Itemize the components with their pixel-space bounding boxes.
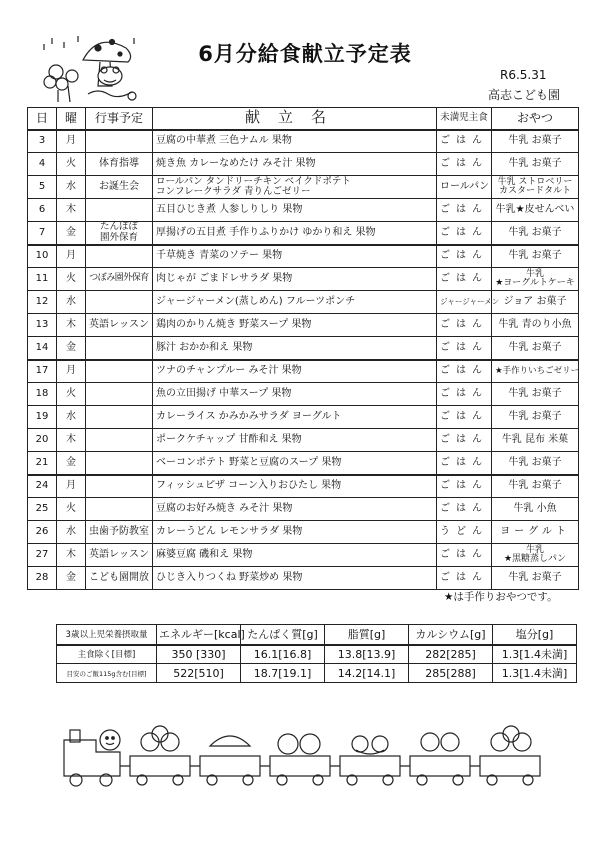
menu-cell: ひじき入りつくね 野菜炒め 果物 — [153, 567, 437, 590]
menu-cell: 魚の立田揚げ 中華スープ 果物 — [153, 383, 437, 406]
table-row — [28, 222, 579, 245]
nutrition-value: 522[510] — [157, 664, 241, 683]
day-cell: 19 — [28, 406, 57, 429]
col-event-header: 行事予定 — [86, 108, 153, 130]
event-line-1: たんぽぽ — [99, 221, 138, 233]
staple-cell: ごはん — [437, 567, 492, 590]
table-row — [28, 337, 579, 360]
event-cell — [86, 406, 153, 429]
day-cell: 18 — [28, 383, 57, 406]
nutrition-row — [57, 645, 577, 664]
day-cell: 27 — [28, 544, 57, 567]
table-row — [28, 452, 579, 475]
snack-cell — [492, 268, 579, 291]
staple-cell: ごはん — [437, 383, 492, 406]
menu-cell: 豆腐の中華煮 三色ナムル 果物 — [153, 130, 437, 153]
staple-cell: ごはん — [437, 268, 492, 291]
col-menu-header: 献立名 — [153, 108, 437, 130]
menu-line-2: コンフレークサラダ 青りんごゼリー — [156, 186, 311, 197]
day-cell: 20 — [28, 429, 57, 452]
nutrition-header-fat: 脂質[g] — [325, 625, 409, 645]
day-cell: 3 — [28, 130, 57, 153]
day-cell: 24 — [28, 475, 57, 498]
snack-line-2: カスタードタルト — [498, 186, 571, 196]
menu-cell: 鶏肉のかりん焼き 野菜スープ 果物 — [153, 314, 437, 337]
day-cell: 6 — [28, 199, 57, 222]
event-cell: こども園開放 — [86, 567, 153, 590]
weekday-cell: 月 — [57, 360, 86, 383]
weekday-cell: 木 — [57, 199, 86, 222]
nutrition-header-calcium: カルシウム[g] — [409, 625, 493, 645]
issue-date: R6.5.31 — [500, 68, 547, 82]
event-cell — [86, 475, 153, 498]
nutrition-value: 285[288] — [409, 664, 493, 683]
day-cell: 12 — [28, 291, 57, 314]
nutrition-row-label: 主食除く[目標] — [57, 645, 157, 664]
weekday-cell: 水 — [57, 176, 86, 199]
nutrition-table — [56, 624, 577, 683]
nutrition-value: 18.7[19.1] — [241, 664, 325, 683]
weekday-cell: 水 — [57, 406, 86, 429]
staple-cell: ごはん — [437, 406, 492, 429]
staple-cell: ごはん — [437, 314, 492, 337]
table-row — [28, 268, 579, 291]
event-cell — [86, 383, 153, 406]
staple-cell: ロールパン — [437, 176, 492, 199]
menu-cell: フィッシュピザ コーン入りおひたし 果物 — [153, 475, 437, 498]
menu-cell: 焼き魚 カレーなめたけ みそ汁 果物 — [153, 153, 437, 176]
snack-line-1: 牛乳 — [525, 268, 544, 279]
staple-cell: ごはん — [437, 153, 492, 176]
day-cell: 14 — [28, 337, 57, 360]
day-cell: 10 — [28, 245, 57, 268]
menu-cell: 厚揚げの五目煮 手作りふりかけ ゆかり和え 果物 — [153, 222, 437, 245]
weekday-cell: 月 — [57, 475, 86, 498]
menu-cell: ポークケチャップ 甘酢和え 果物 — [153, 429, 437, 452]
event-cell — [86, 337, 153, 360]
snack-cell — [492, 544, 579, 567]
staple-cell: ごはん — [437, 544, 492, 567]
staple-cell: ごはん — [437, 429, 492, 452]
snack-line-1: 牛乳 ストロベリー — [497, 176, 573, 187]
event-cell: 英語レッスン — [86, 314, 153, 337]
menu-cell: ジャージャーメン(蒸しめん) フルーツポンチ — [153, 291, 437, 314]
event-cell: 英語レッスン — [86, 544, 153, 567]
nutrition-value: 350 [330] — [157, 645, 241, 664]
snack-cell: 牛乳 昆布 米菓 — [492, 429, 579, 452]
menu-cell: 肉じゃが ごまドレサラダ 果物 — [153, 268, 437, 291]
nutrition-header-energy: エネルギー[kcal] — [157, 625, 241, 645]
day-cell: 25 — [28, 498, 57, 521]
weekday-cell: 月 — [57, 130, 86, 153]
menu-cell: 麻婆豆腐 磯和え 果物 — [153, 544, 437, 567]
weekday-cell: 金 — [57, 567, 86, 590]
table-row — [28, 475, 579, 498]
menu-cell: 豚汁 おかか和え 果物 — [153, 337, 437, 360]
staple-cell: ごはん — [437, 498, 492, 521]
menu-line-1: ロールパン タンドリーチキン ベイクドポテト — [156, 176, 351, 188]
event-cell — [86, 291, 153, 314]
table-row — [28, 314, 579, 337]
nutrition-header-row — [57, 625, 577, 645]
page-title: 6月分給食献立予定表 — [198, 42, 412, 66]
staple-cell: ごはん — [437, 475, 492, 498]
table-row — [28, 130, 579, 153]
event-cell — [86, 498, 153, 521]
handmade-snack-note: ★は手作りおやつです。 — [444, 591, 558, 603]
table-row — [28, 291, 579, 314]
col-weekday-header: 曜 — [57, 108, 86, 130]
staple-cell: ごはん — [437, 360, 492, 383]
day-cell: 5 — [28, 176, 57, 199]
col-staple-header: 未満児主食 — [437, 108, 492, 130]
snack-cell: 牛乳 お菓子 — [492, 130, 579, 153]
table-row — [28, 498, 579, 521]
event-cell — [86, 452, 153, 475]
snack-cell: 牛乳 お菓子 — [492, 452, 579, 475]
table-row — [28, 176, 579, 199]
col-snack-header: おやつ — [492, 108, 579, 130]
snack-cell: ジョア お菓子 — [492, 291, 579, 314]
snack-cell: 牛乳 お菓子 — [492, 245, 579, 268]
menu-cell: 五目ひじき煮 人参しりしり 果物 — [153, 199, 437, 222]
event-cell: 虫歯予防教室 — [86, 521, 153, 544]
menu-cell — [153, 176, 437, 199]
nutrition-value: 14.2[14.1] — [325, 664, 409, 683]
weekday-cell: 木 — [57, 544, 86, 567]
snack-cell: 牛乳★皮せんべい — [492, 199, 579, 222]
staple-cell: ごはん — [437, 245, 492, 268]
col-day-header: 日 — [28, 108, 57, 130]
menu-cell: ベーコンポテト 野菜と豆腐のスープ 果物 — [153, 452, 437, 475]
menu-cell: カレーライス かみかみサラダ ヨーグルト — [153, 406, 437, 429]
weekday-cell: 火 — [57, 153, 86, 176]
school-name: 高志こども園 — [488, 88, 561, 102]
snack-cell — [492, 176, 579, 199]
weekday-cell: 金 — [57, 337, 86, 360]
nutrition-value: 13.8[13.9] — [325, 645, 409, 664]
day-cell: 17 — [28, 360, 57, 383]
weekday-cell: 金 — [57, 222, 86, 245]
event-cell: つぼみ園外保育 — [86, 268, 153, 291]
nutrition-header-label: 3歳以上児栄養摂取量 — [57, 625, 157, 645]
table-row — [28, 245, 579, 268]
event-cell — [86, 429, 153, 452]
weekday-cell: 金 — [57, 452, 86, 475]
nutrition-row-label: 目安のご飯115g含む[目標] — [57, 664, 157, 683]
snack-cell: 牛乳 青のり小魚 — [492, 314, 579, 337]
staple-cell: うどん — [437, 521, 492, 544]
nutrition-header-salt: 塩分[g] — [493, 625, 577, 645]
snack-cell: ヨーグルト — [492, 521, 579, 544]
event-cell: 体育指導 — [86, 153, 153, 176]
mushroom-frog-illustration — [38, 30, 138, 105]
table-row — [28, 360, 579, 383]
event-cell — [86, 222, 153, 245]
day-cell: 7 — [28, 222, 57, 245]
snack-cell: 牛乳 お菓子 — [492, 475, 579, 498]
weekday-cell: 月 — [57, 245, 86, 268]
snack-cell: 牛乳 お菓子 — [492, 222, 579, 245]
day-cell: 28 — [28, 567, 57, 590]
staple-cell: ごはん — [437, 452, 492, 475]
day-cell: 21 — [28, 452, 57, 475]
event-cell — [86, 245, 153, 268]
train-illustration — [60, 720, 550, 790]
snack-cell: ★手作りいちごゼリー — [492, 360, 579, 383]
weekday-cell: 木 — [57, 314, 86, 337]
snack-cell: 牛乳 お菓子 — [492, 337, 579, 360]
day-cell: 26 — [28, 521, 57, 544]
table-row — [28, 544, 579, 567]
weekday-cell: 木 — [57, 429, 86, 452]
event-cell — [86, 199, 153, 222]
weekday-cell: 水 — [57, 521, 86, 544]
weekday-cell: 火 — [57, 268, 86, 291]
table-row — [28, 383, 579, 406]
nutrition-row — [57, 664, 577, 683]
staple-cell: ごはん — [437, 130, 492, 153]
day-cell: 4 — [28, 153, 57, 176]
table-row — [28, 521, 579, 544]
event-line-2: 園外保育 — [99, 231, 138, 243]
weekday-cell: 水 — [57, 291, 86, 314]
day-cell: 13 — [28, 314, 57, 337]
staple-cell: ジャージャーメン — [437, 291, 492, 314]
snack-line-2: ★ヨーグルトケーキ — [495, 278, 575, 288]
nutrition-value: 1.3[1.4未満] — [493, 664, 577, 683]
staple-cell: ごはん — [437, 222, 492, 245]
snack-cell: 牛乳 お菓子 — [492, 567, 579, 590]
event-cell — [86, 360, 153, 383]
menu-cell: ツナのチャンプルー みそ汁 果物 — [153, 360, 437, 383]
snack-cell: 牛乳 お菓子 — [492, 383, 579, 406]
event-cell — [86, 130, 153, 153]
table-row — [28, 199, 579, 222]
nutrition-value: 16.1[16.8] — [241, 645, 325, 664]
snack-line-1: 牛乳 — [525, 544, 544, 555]
nutrition-value: 1.3[1.4未満] — [493, 645, 577, 664]
table-row — [28, 406, 579, 429]
weekday-cell: 火 — [57, 383, 86, 406]
staple-cell: ごはん — [437, 199, 492, 222]
nutrition-header-protein: たんぱく質[g] — [241, 625, 325, 645]
weekday-cell: 火 — [57, 498, 86, 521]
snack-line-2: ★黒糖蒸しパン — [503, 554, 567, 564]
menu-table — [27, 107, 579, 590]
nutrition-value: 282[285] — [409, 645, 493, 664]
menu-cell: 豆腐のお好み焼き みそ汁 果物 — [153, 498, 437, 521]
menu-cell: 千草焼き 青菜のソテー 果物 — [153, 245, 437, 268]
table-row — [28, 567, 579, 590]
snack-cell: 牛乳 お菓子 — [492, 153, 579, 176]
event-cell: お誕生会 — [86, 176, 153, 199]
table-row — [28, 429, 579, 452]
snack-cell: 牛乳 お菓子 — [492, 406, 579, 429]
menu-cell: カレーうどん レモンサラダ 果物 — [153, 521, 437, 544]
menu-header-row — [28, 108, 579, 130]
day-cell: 11 — [28, 268, 57, 291]
table-row — [28, 153, 579, 176]
staple-cell: ごはん — [437, 337, 492, 360]
snack-cell: 牛乳 小魚 — [492, 498, 579, 521]
